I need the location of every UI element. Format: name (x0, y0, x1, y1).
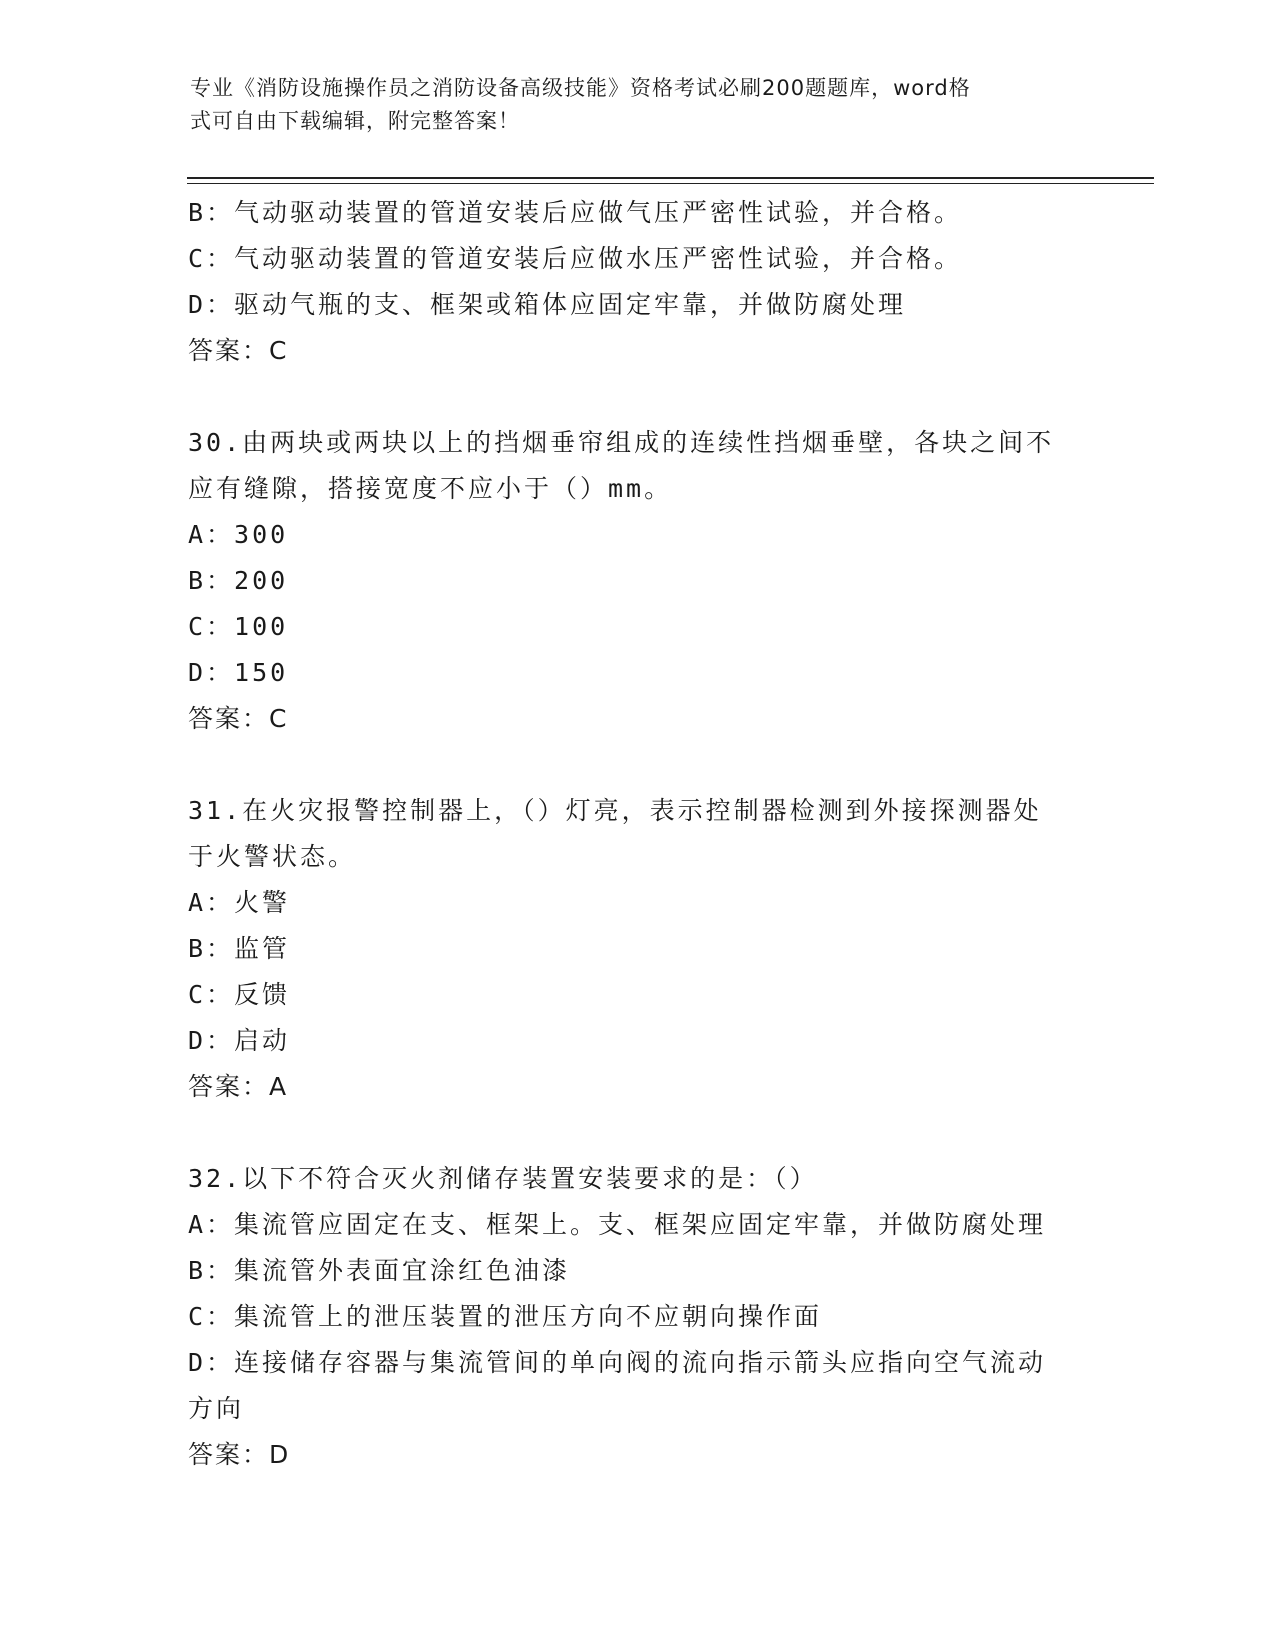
header-title-line-2: 式可自由下载编辑，附完整答案！ (190, 109, 520, 133)
question-stem-line-2: 应有缝隙，搭接宽度不应小于（）mm。 (188, 474, 673, 503)
question-stem-line-1: 30.由两块或两块以上的挡烟垂帘组成的连续性挡烟垂壁，各块之间不 (188, 428, 1055, 457)
question-30 (188, 420, 1078, 742)
question-list (188, 190, 1078, 1478)
answer: 答案：C (188, 336, 289, 365)
option-b: B：200 (188, 566, 289, 595)
option-c: C：反馈 (188, 980, 291, 1009)
answer: 答案：D (188, 1440, 291, 1469)
option-a: A：火警 (188, 888, 291, 917)
option-b: B：气动驱动装置的管道安装后应做气压严密性试验，并合格。 (188, 198, 963, 227)
question-stem-line-2: 于火警状态。 (188, 842, 357, 871)
option-c: C：100 (188, 612, 289, 641)
option-d: D：驱动气瓶的支、框架或箱体应固定牢靠，并做防腐处理 (188, 290, 907, 319)
option-d: D：启动 (188, 1026, 291, 1055)
option-b: B：监管 (188, 934, 291, 963)
option-c: C：气动驱动装置的管道安装后应做水压严密性试验，并合格。 (188, 244, 963, 273)
option-d-line-1: D：连接储存容器与集流管间的单向阀的流向指示箭头应指向空气流动 (188, 1348, 1047, 1377)
option-a: A：300 (188, 520, 289, 549)
spacer (188, 1110, 1078, 1156)
spacer (188, 742, 1078, 788)
header-divider-thin (187, 183, 1154, 184)
answer: 答案：C (188, 704, 289, 733)
spacer (188, 374, 1078, 420)
answer: 答案：A (188, 1072, 289, 1101)
question-stem-line-1: 31.在火灾报警控制器上，（）灯亮，表示控制器检测到外接探测器处 (188, 796, 1042, 825)
option-b: B：集流管外表面宜涂红色油漆 (188, 1256, 571, 1285)
option-d: D：150 (188, 658, 289, 687)
question-29 (188, 190, 1078, 374)
question-stem-line-1: 32.以下不符合灭火剂储存装置安装要求的是：（） (188, 1164, 818, 1193)
header-divider-thick (187, 177, 1154, 179)
option-a: A：集流管应固定在支、框架上。支、框架应固定牢靠，并做防腐处理 (188, 1210, 1047, 1239)
option-d-line-2: 方向 (188, 1394, 245, 1423)
question-32 (188, 1156, 1078, 1478)
option-c: C：集流管上的泄压装置的泄压方向不应朝向操作面 (188, 1302, 823, 1331)
question-31 (188, 788, 1078, 1110)
header-title-line-1: 专业《消防设施操作员之消防设备高级技能》资格考试必刷200题题库，word格 (190, 76, 971, 100)
page-header (190, 72, 1080, 138)
